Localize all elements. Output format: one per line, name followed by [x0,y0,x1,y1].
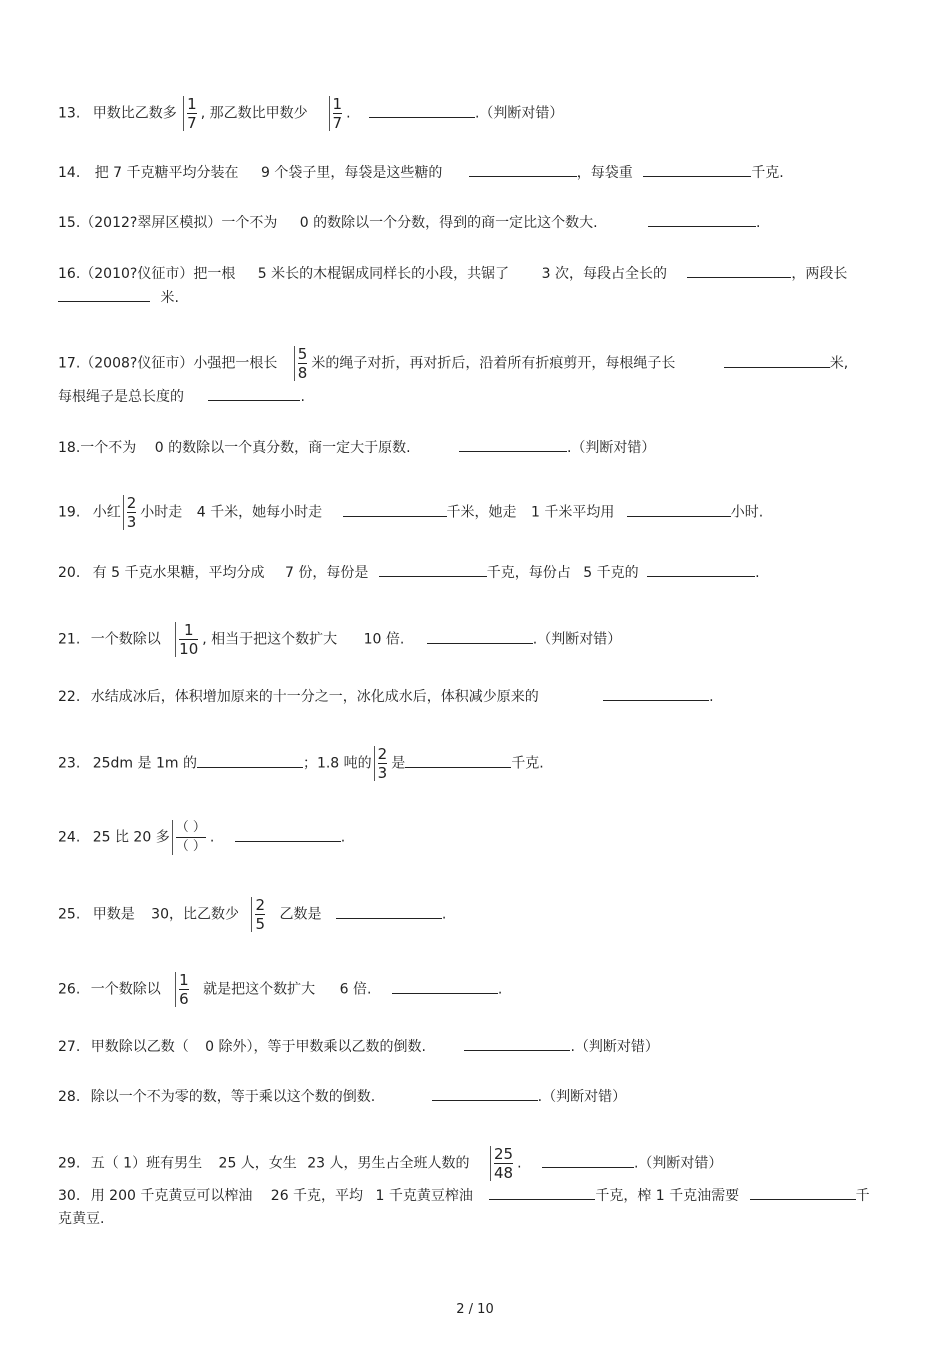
question-number: 20. [58,565,81,581]
question-16: 16.（2010?仪征市）把一根 5 米长的木棍锯成同样长的小段，共锯了 3 次，每段占全长的 ，两段长 [58,263,847,284]
answer-blank[interactable] [343,502,447,517]
answer-blank[interactable] [432,1086,538,1101]
question-16-cont: 米. [58,287,179,308]
answer-blank[interactable] [197,753,303,768]
question-27: 27. 甲数除以乙数（ 0 除外），等于甲数乘以乙数的倒数. .（判断对错） [58,1036,659,1057]
question-15: 15.（2012?翠屏区模拟）一个不为 0 的数除以一个分数，得到的商一定比这个数大. . [58,212,761,233]
question-23: 23. 25dm 是 1m 的 ；1.8 吨的 $\frac{2}{3}$ 是 千克. [58,745,544,782]
question-20: 20. 有 5 千克水果糖，平均分成 7 份，每份是 千克，每份占 5 千克的 . [58,562,760,583]
answer-blank[interactable] [405,753,511,768]
fraction: $\frac{25}{48}$ [490,1146,515,1181]
question-number: 26. [58,981,81,998]
fraction: $\frac{1}{10}$ [175,622,200,657]
answer-blank[interactable] [469,162,577,177]
question-number: 14. [58,165,81,181]
question-number: 19. [58,504,81,521]
question-number: 27. [58,1039,81,1055]
fraction: $\frac{2}{5}$ [251,897,267,932]
fraction: $\frac{5}{8}$ [294,346,310,381]
answer-blank[interactable] [392,979,498,994]
fraction: $\frac{1}{7}$ [183,96,199,131]
question-28: 28. 除以一个不为零的数，等于乘以这个数的倒数. .（判断对错） [58,1086,626,1107]
question-number: 25. [58,906,81,923]
question-number: 15. [58,215,81,231]
answer-blank[interactable] [336,904,442,919]
question-30: 30. 用 200 千克黄豆可以榨油 26 千克，平均 1 千克黄豆榨油 千克，榨 1 千克油需要 千 [58,1185,870,1206]
question-number: 21. [58,631,81,648]
answer-blank[interactable] [235,827,341,842]
question-number: 16. [58,266,81,282]
question-19: 19. 小红 $\frac{2}{3}$ 小时走 4 千米，她每小时走 千米，她走 1 千米平均用 小时. [58,494,764,531]
answer-blank[interactable] [603,686,709,701]
answer-blank[interactable] [459,437,567,452]
question-17: 17.（2008?仪征市）小强把一根长 $\frac{5}{8}$ 米的绳子对折，再对折后，沿着所有折痕剪开，每根绳子长 米, [58,345,849,382]
answer-blank[interactable] [489,1185,595,1200]
question-number: 24. [58,829,81,846]
answer-blank[interactable] [464,1036,570,1051]
question-number: 28. [58,1089,81,1105]
question-number: 18. [58,440,81,456]
question-30-cont: 克黄豆. [58,1211,105,1227]
question-24: 24. 25 比 20 多 $\frac{( )}{( )}$ . . [58,820,346,854]
answer-blank[interactable] [687,263,791,278]
question-number: 17. [58,355,81,372]
answer-blank[interactable] [427,629,533,644]
answer-blank[interactable] [750,1185,856,1200]
answer-blank[interactable] [369,103,475,118]
fraction-blank[interactable]: $\frac{( )}{( )}$ [172,820,208,855]
answer-blank[interactable] [724,353,830,368]
question-25: 25. 甲数是 30，比乙数少 $\frac{2}{5}$ 乙数是 . [58,896,447,933]
question-29: 29. 五（ 1）班有男生 25 人，女生 23 人，男生占全班人数的 $\frac{25}{48}$ . .（判断对错） [58,1145,723,1182]
page-number: 2 / 10 [456,1302,494,1317]
answer-blank[interactable] [379,562,487,577]
question-21: 21. 一个数除以 $\frac{1}{10}$ , 相当于把这个数扩大 10 倍. .（判断对错） [58,621,622,658]
fraction: $\frac{2}{3}$ [123,495,139,530]
question-18: 18.一个不为 0 的数除以一个真分数，商一定大于原数. .（判断对错） [58,437,655,458]
question-26: 26. 一个数除以 $\frac{1}{6}$ 就是把这个数扩大 6 倍. . [58,971,503,1008]
question-number: 30. [58,1188,81,1204]
answer-blank[interactable] [643,162,751,177]
answer-blank[interactable] [627,502,731,517]
question-22: 22. 水结成冰后，体积增加原来的十一分之一，冰化成水后，体积减少原来的 . [58,686,714,707]
answer-blank[interactable] [208,386,300,401]
question-number: 29. [58,1155,81,1172]
question-17-cont: 每根绳子是总长度的 . [58,386,305,407]
answer-blank[interactable] [648,212,756,227]
fraction: $\frac{1}{6}$ [175,972,191,1007]
question-14: 14. 把 7 千克糖平均分装在 9 个袋子里，每袋是这些糖的 ，每袋重 千克. [58,162,784,183]
answer-blank[interactable] [542,1153,634,1168]
question-number: 13. [58,105,81,122]
answer-blank[interactable] [58,287,150,302]
question-number: 23. [58,755,81,772]
fraction: $\frac{2}{3}$ [374,746,390,781]
question-number: 22. [58,689,81,705]
answer-blank[interactable] [647,562,755,577]
question-13: 13. 甲数比乙数多 $\frac{1}{7}$ , 那乙数比甲数少 $\frac{1}{7}$ . .（判断对错） [58,95,564,132]
fraction: $\frac{1}{7}$ [329,96,345,131]
